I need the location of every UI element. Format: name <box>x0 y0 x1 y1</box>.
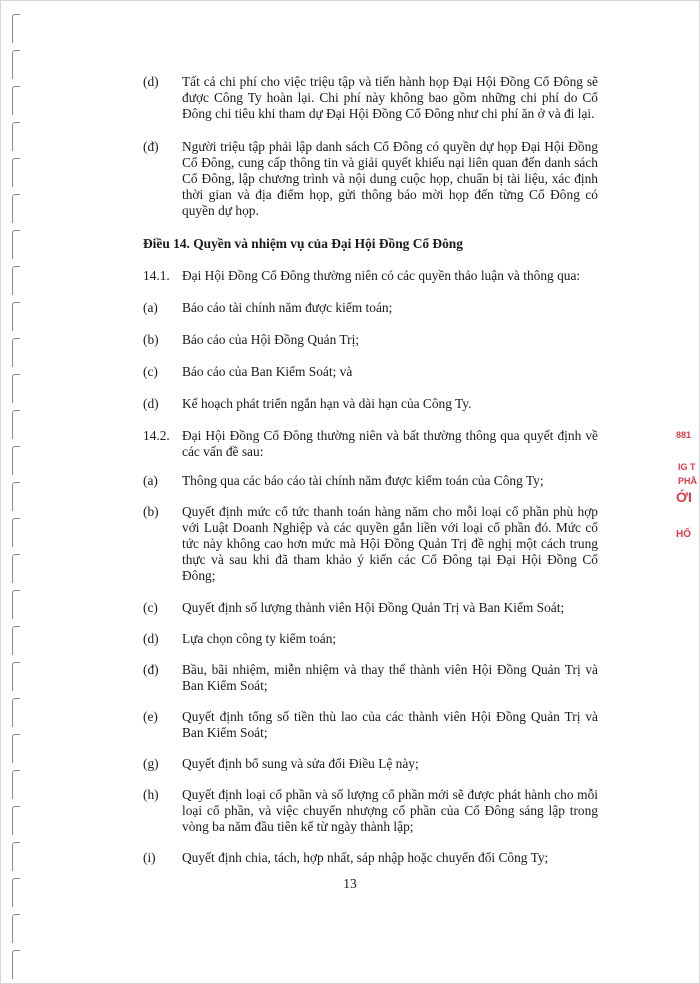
binding-hole <box>12 158 20 187</box>
item-text: Báo cáo của Hội Đồng Quản Trị; <box>182 332 360 347</box>
binding-hole <box>12 734 20 763</box>
page-number: 13 <box>343 876 357 891</box>
stamp-text: ỚI <box>676 489 692 505</box>
section-heading <box>143 236 598 252</box>
heading-text: Điều 14. Quyền và nhiệm vụ của Đại Hội Đồng Cổ Đông <box>143 236 463 251</box>
list-item <box>143 268 598 284</box>
binding-hole <box>12 914 20 943</box>
list-item <box>143 756 598 772</box>
list-item <box>143 600 598 616</box>
item-label: (d) <box>143 74 159 89</box>
list-item <box>143 662 598 694</box>
binding-hole <box>12 266 20 295</box>
item-text: Bầu, bãi nhiệm, miễn nhiệm và thay thế thành viên Hội Đồng Quản Trị và Ban Kiểm Soát; <box>182 662 598 693</box>
binding-hole <box>12 122 20 151</box>
binding-hole <box>12 194 20 223</box>
page-content <box>143 74 598 866</box>
binding-hole <box>12 626 20 655</box>
list-item <box>143 139 598 219</box>
item-label: (đ) <box>143 139 159 154</box>
binding-hole <box>12 230 20 259</box>
list-item <box>143 473 598 489</box>
list-item <box>143 428 598 460</box>
stamp-text: 881 <box>676 430 692 440</box>
item-text: Lựa chọn công ty kiểm toán; <box>182 631 337 646</box>
list-item <box>143 850 598 866</box>
item-label: (i) <box>143 850 156 865</box>
item-text: Quyết định số lượng thành viên Hội Đồng Quản Trị và Ban Kiểm Soát; <box>182 600 565 615</box>
binding-hole <box>12 662 20 691</box>
list-item <box>143 787 598 835</box>
item-label: (a) <box>143 300 158 315</box>
item-label: (c) <box>143 364 158 379</box>
binding-hole <box>12 554 20 583</box>
list-item <box>143 504 598 584</box>
stamp-text: PHẦ <box>678 476 698 486</box>
binding-hole <box>12 842 20 871</box>
binding-hole <box>12 302 20 331</box>
item-text: Quyết định chia, tách, hợp nhất, sáp nhập hoặc chuyển đổi Công Ty; <box>182 850 549 865</box>
item-label: (g) <box>143 756 159 771</box>
list-item <box>143 332 598 348</box>
item-label: (đ) <box>143 662 159 677</box>
binding-hole <box>12 770 20 799</box>
item-label: (b) <box>143 332 159 347</box>
binding-hole <box>12 446 20 475</box>
item-label: (h) <box>143 787 159 802</box>
item-text: Quyết định bổ sung và sửa đổi Điều Lệ này; <box>182 756 419 771</box>
item-label: (b) <box>143 504 159 519</box>
item-label: 14.2. <box>143 428 170 443</box>
item-text: Thông qua các báo cáo tài chính năm được kiểm toán của Công Ty; <box>182 473 544 488</box>
binding-hole <box>12 50 20 79</box>
item-text: Đại Hội Đồng Cổ Đông thường niên có các quyền thảo luận và thông qua: <box>182 268 581 283</box>
binding-holes <box>12 0 26 984</box>
item-text: Quyết định tổng số tiền thù lao của các thành viên Hội Đồng Quản Trị và Ban Kiểm Soát; <box>182 709 598 740</box>
item-label: (d) <box>143 396 159 411</box>
binding-hole <box>12 14 20 43</box>
list-item <box>143 631 598 647</box>
item-label: 14.1. <box>143 268 170 283</box>
item-text: Báo cáo tài chính năm được kiểm toán; <box>182 300 393 315</box>
binding-hole <box>12 338 20 367</box>
binding-hole <box>12 482 20 511</box>
binding-hole <box>12 950 20 979</box>
item-text: Báo cáo của Ban Kiểm Soát; và <box>182 364 353 379</box>
binding-hole <box>12 518 20 547</box>
list-item <box>143 709 598 741</box>
item-text: Quyết định loại cổ phần và số lượng cổ phần mới sẽ được phát hành cho mỗi loại cổ phần, và việc chuyển nhượng cổ phần của Cổ Đông sáng lập trong vòng ba năm đầu tiên kể từ ngày thành lập; <box>182 787 598 834</box>
stamp-text: IG T <box>678 462 696 472</box>
item-label: (e) <box>143 709 158 724</box>
stamp-text: HỐ <box>676 529 691 540</box>
list-item <box>143 396 598 412</box>
binding-hole <box>12 698 20 727</box>
item-text: Tất cả chi phí cho việc triệu tập và tiến hành họp Đại Hội Đồng Cổ Đông sẽ được Công Ty hoàn lại. Chi phí này không bao gồm những chi phí do Cổ Đông chi tiêu khi tham dự Đại Hội Đồng Cổ Đông như chi phí ăn ở và đi lại. <box>182 74 598 121</box>
item-text: Người triệu tập phải lập danh sách Cổ Đông có quyền dự họp Đại Hội Đồng Cổ Đông, cung cấp thông tin và giải quyết khiếu nại liên quan đến danh sách Cổ Đông, lập chương trình và nội dung cuộc họp, chuẩn bị tài liệu, xác định thời gian và địa điểm họp, gửi thông báo mời họp đến từng Cổ Đông có quyền dự họp. <box>182 139 598 218</box>
list-item <box>143 300 598 316</box>
binding-hole <box>12 806 20 835</box>
red-stamp-fragment <box>672 420 700 560</box>
binding-hole <box>12 590 20 619</box>
binding-hole <box>12 374 20 403</box>
item-label: (a) <box>143 473 158 488</box>
item-label: (c) <box>143 600 158 615</box>
list-item <box>143 364 598 380</box>
item-text: Kế hoạch phát triển ngắn hạn và dài hạn của Công Ty. <box>182 396 472 411</box>
item-text: Quyết định mức cổ tức thanh toán hàng năm cho mỗi loại cổ phần phù hợp với Luật Doanh Nghiệp và các quyền gắn liền với loại cổ phần đó. Mức cổ tức này không cao hơn mức mà Hội Đồng Quản Trị đề nghị một cách trung thực và sau khi đã tham khảo ý kiến các Cổ Đông tại Đại Hội Đồng Cổ Đông; <box>182 504 598 583</box>
binding-hole <box>12 410 20 439</box>
item-text: Đại Hội Đồng Cổ Đông thường niên và bất thường thông qua quyết định về các vấn đề sau: <box>182 428 598 459</box>
binding-hole <box>12 86 20 115</box>
list-item <box>143 74 598 122</box>
item-label: (d) <box>143 631 159 646</box>
